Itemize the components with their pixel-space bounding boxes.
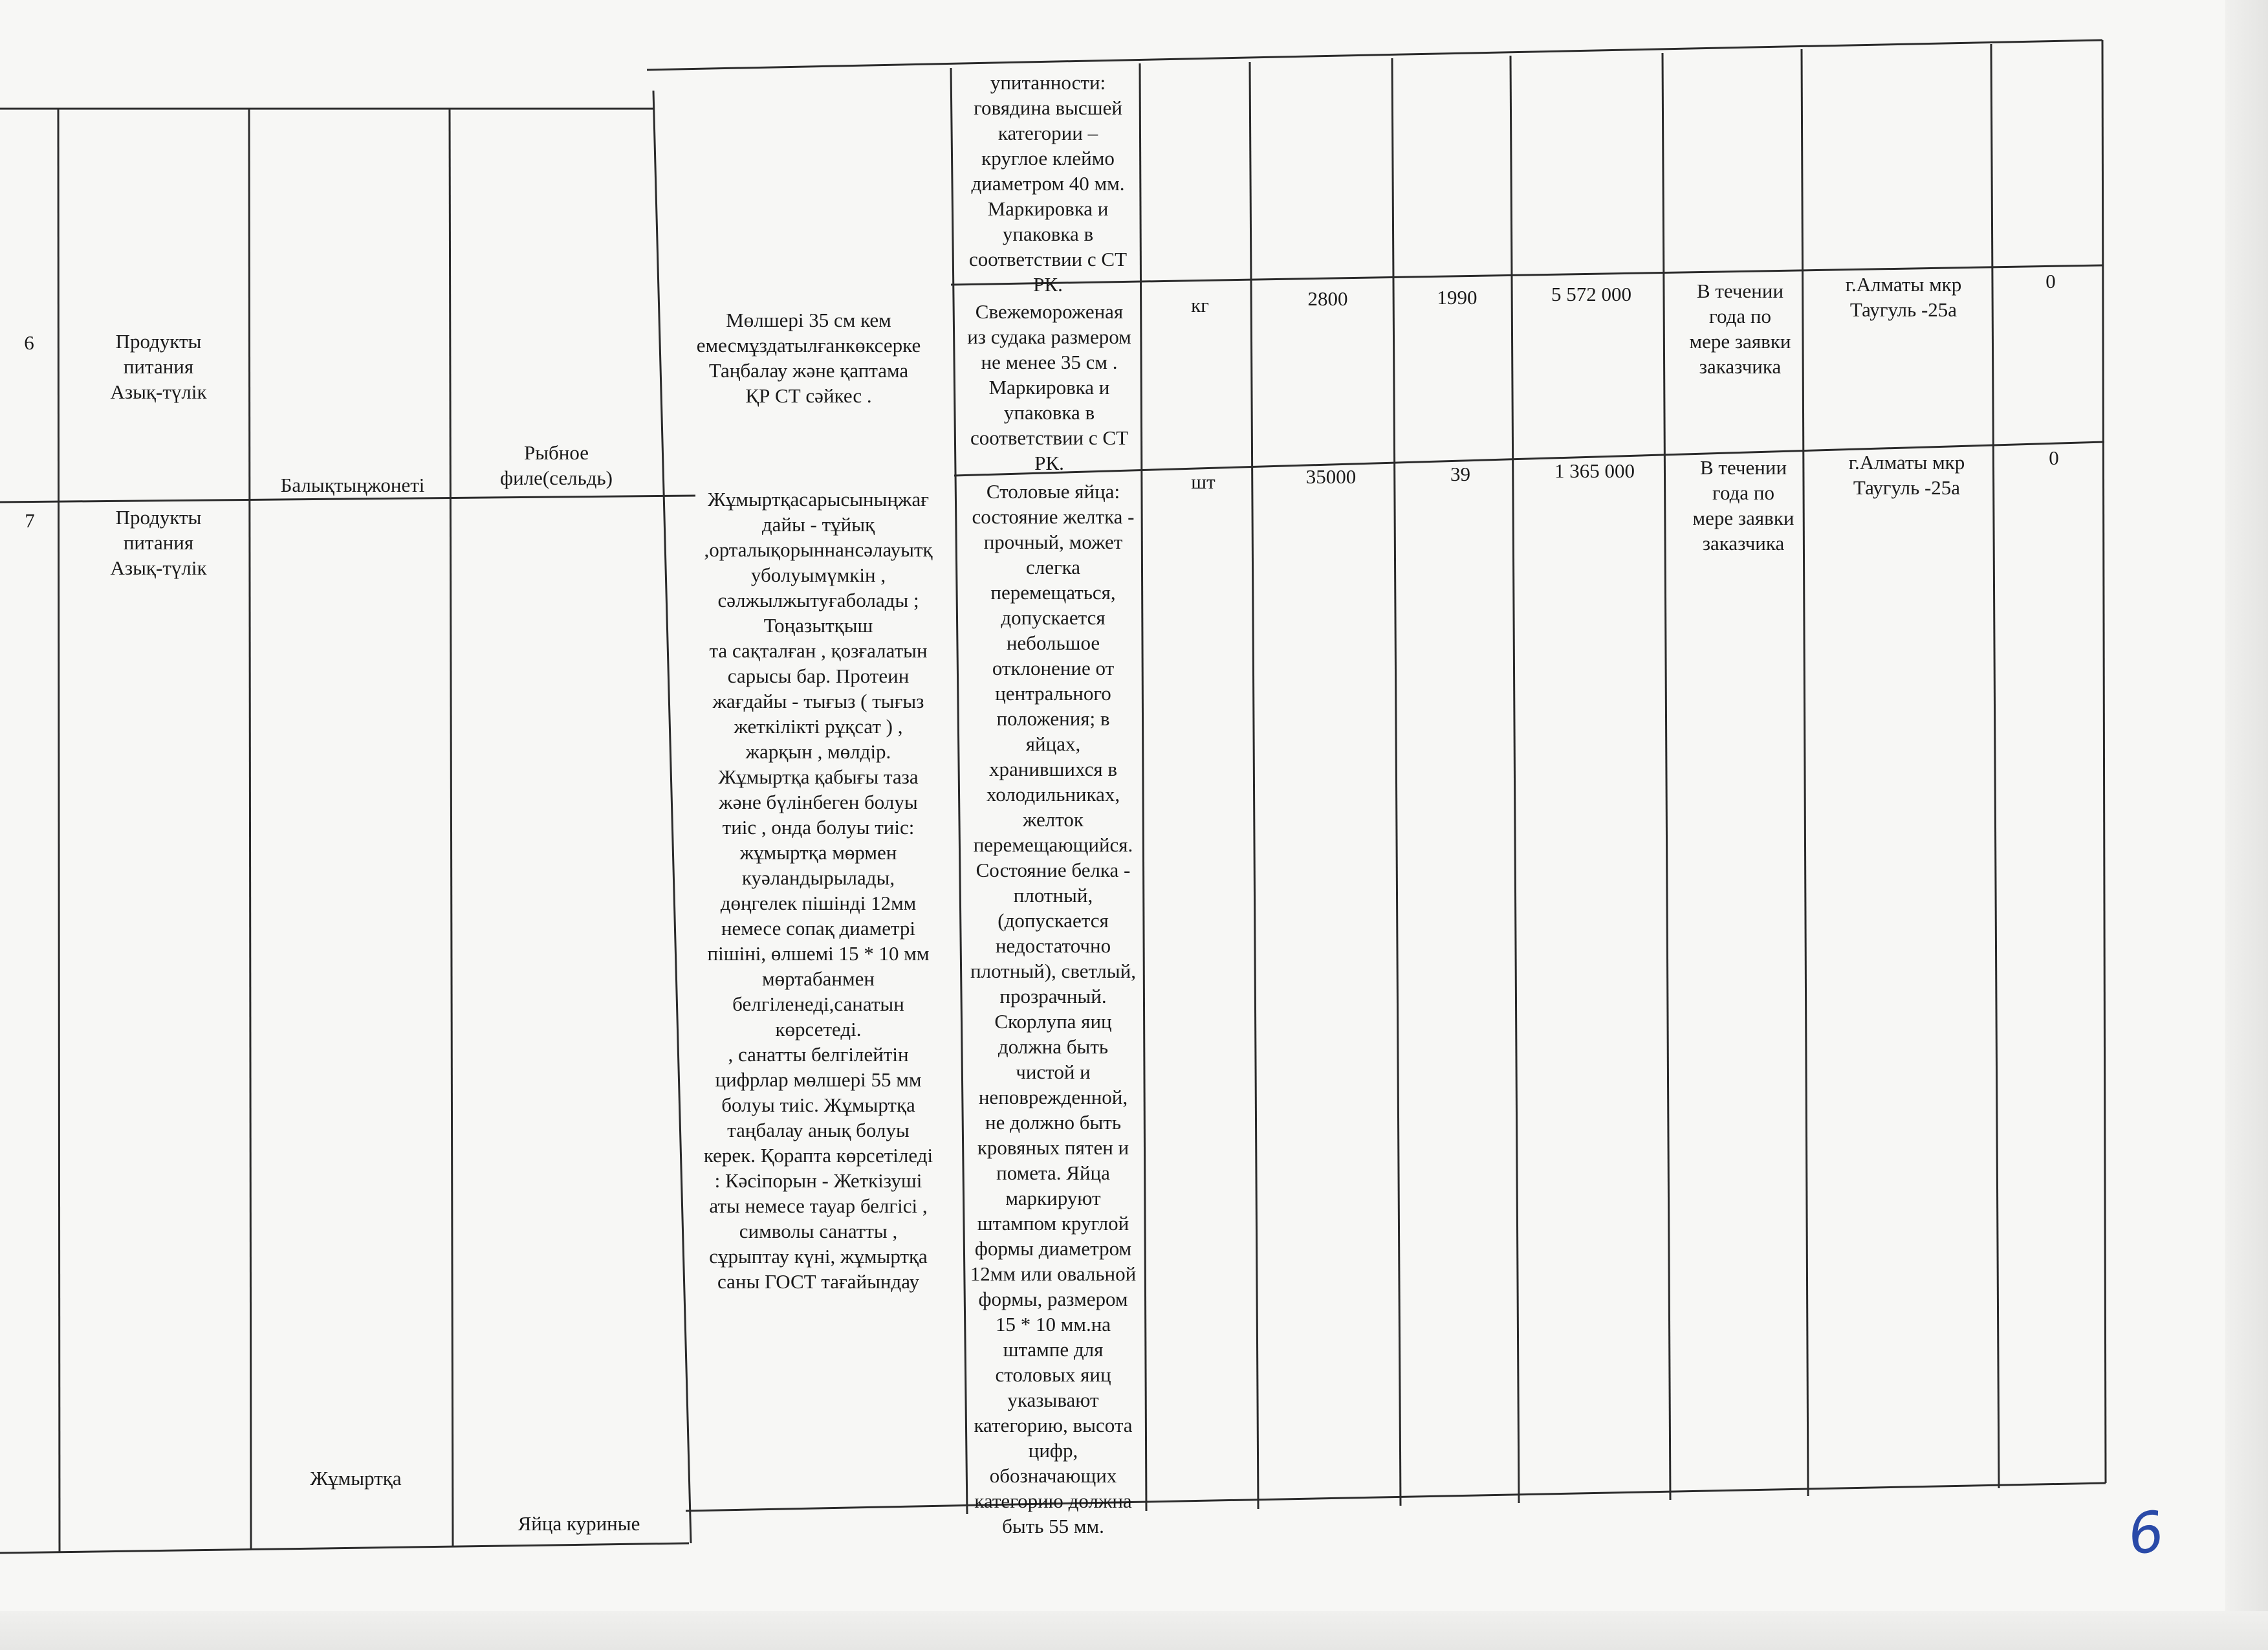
row-6-delivery-place: г.Алматы мкр Таугуль -25а xyxy=(1845,273,1962,321)
row-7-category: Продукты питания Азық-түлік xyxy=(110,506,207,579)
row-6-quantity: 2800 xyxy=(1307,287,1348,310)
row-7-number: 7 xyxy=(25,509,35,532)
row-7-sum: 1 365 000 xyxy=(1554,459,1635,482)
row-6-number: 6 xyxy=(24,331,34,354)
row-7-advance: 0 xyxy=(2049,446,2059,469)
top-continuation-requirements-ru: упитанности: говядина высшей категории – круглое клеймо диаметром 40 мм. Маркировка и упаковка в соответствии с СТ РК. xyxy=(968,71,1128,296)
row-7-requirements-ru: Столовые яйца: состояние желтка - прочный, может слегка перемещаться, допускается небольшое отклонение от центрального положения; в яйцах, хранившихся в холодильниках, желток перемещающийся. Состояние белка - плотный, (допускается недостаточно плотный), светлый, прозрачный. Скорлупа яиц должна быть чистой и неповрежденной, не должно быть кровяных пятен и помета. Яйца маркируют штампом круглой формы диаметром 12мм или овальной формы, размером 15 * 10 мм.на штампе для столовых яиц указывают категорию, высота цифр, обозначающих категорию должна быть 55 мм. xyxy=(970,480,1137,1537)
row-6-requirements-kz: Мөлшері 35 см кем емесмұздатылғанкөксерке Таңбалау және қаптама ҚР СТ сәйкес . xyxy=(696,309,921,407)
row-6-sum: 5 572 000 xyxy=(1551,283,1631,305)
row-6-unit: кг xyxy=(1191,294,1209,316)
row-7-unit: шт xyxy=(1191,470,1216,493)
row-7-delivery-place: г.Алматы мкр Таугуль -25а xyxy=(1848,451,1965,499)
row-7-quantity: 35000 xyxy=(1305,465,1357,488)
row-7-delivery-term: В течении года по мере заявки заказчика xyxy=(1692,456,1794,555)
row-6-requirements-ru: Свежемороженая из судака размером не менее 35 см . Маркировка и упаковка в соответствии с СТ РК. xyxy=(967,300,1131,474)
row-6-name-ru: Рыбное филе(сельдь) xyxy=(500,441,613,489)
handwritten-page-number: 6 xyxy=(2124,1499,2168,1568)
row-6-price: 1990 xyxy=(1437,286,1477,309)
row-7-name-kz: Жұмыртқа xyxy=(310,1467,402,1490)
row-7-requirements-kz: Жұмыртқасарысыныңжағ дайы - тұйық ,орталықорыннансәлауытқ уболуымүмкін , сәлжылжытуғаболады ; Тоңазытқыш та сақталған , қозғалатын сарысы бар. Протеин жағдайы - тығыз ( тығыз жеткілікті рұқсат ) , жарқын , мөлдір. Жұмыртқа қабығы таза және бүлінбеген болуы тиіс , онда болуы тиіс: жұмыртқа мөрмен куәландырылады, дөңгелек пішінді 12мм немесе сопақ диаметрі пішіні, өлшемі 15 * 10 мм мөртабанмен белгіленеді,санатын көрсетеді. , санатты белгілейтін цифрлар мөлшері 55 мм болуы тиіс. Жұмыртқа таңбалау анық болуы керек. Қорапта көрсетіледі : Кәсіпорын - Жеткізуші аты немесе тауар белгісі , символы санатты , сұрыптау күні, жұмыртқа саны ГОСТ тағайындау xyxy=(703,488,933,1293)
row-6-name-kz: Балықтыңжонеті xyxy=(280,474,425,496)
row-6-delivery-term: В течении года по мере заявки заказчика xyxy=(1689,280,1791,378)
row-6-category: Продукты питания Азық-түлік xyxy=(110,330,207,403)
row-7-name-ru: Яйца куриные xyxy=(518,1512,640,1535)
row-6-advance: 0 xyxy=(2045,270,2056,292)
row-7-price: 39 xyxy=(1450,463,1470,485)
